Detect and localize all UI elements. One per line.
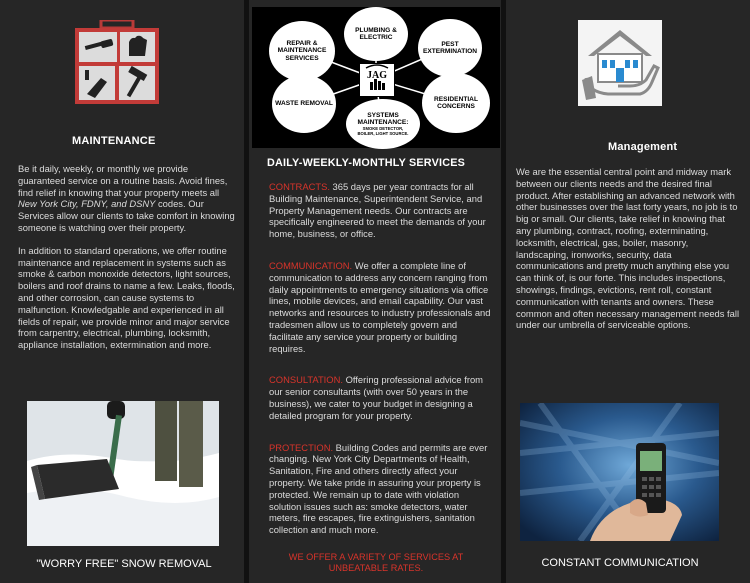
bubble-systems-maintenance [346, 99, 420, 149]
logo-text: JAG [367, 70, 387, 81]
bubble-waste-removal [272, 75, 336, 133]
communication-caption: CONSTANT COMMUNICATION [541, 557, 699, 569]
bubble-pest-extermination [418, 19, 482, 77]
bubble-repair-maintenance [269, 21, 335, 81]
bubble-label: PEST EXTERMINATION [422, 40, 478, 55]
snow-removal-caption: "WORRY FREE" SNOW REMOVAL [36, 558, 212, 570]
toolbox-icon [73, 20, 161, 106]
management-heading: Management [608, 141, 678, 153]
bubble-label: WASTE REMOVAL [275, 100, 333, 108]
company-logo [359, 63, 395, 97]
maintenance-paragraph-1-codes: New York City, FDNY, and DSNY [18, 198, 156, 210]
services-heading: DAILY-WEEKLY-MONTHLY SERVICES [267, 157, 465, 169]
consultation-label: CONSULTATION. [269, 374, 343, 386]
services-diagram [252, 7, 500, 148]
bubble-plumbing-electric [344, 7, 408, 61]
bubble-label: PLUMBING & ELECTRIC [355, 26, 397, 41]
protection-text: Building Codes and permits are ever changing. New York City Departments of Health, Sanitation, Fire and others directly affect your property. We take pride in assuring your property is protected. We remain up to date with violation solution issues such as: smoke detectors, water meters, fire escapes, fire extinguishers, sanitation collection and much more. [269, 441, 488, 536]
house-in-hand-icon [578, 20, 662, 106]
communication-photo [520, 403, 719, 541]
bubble-label: SYSTEMS MAINTENANCE: [357, 111, 409, 126]
bubble-label: REPAIR & MAINTENANCE SERVICES [277, 39, 327, 62]
consultation-text: Offering professional advice from our senior consultants (with over 50 years in the business), we cater to your budget in designing a detailed program for your property. [269, 374, 483, 421]
bubble-label: RESIDENTIAL CONCERNS [434, 95, 478, 110]
maintenance-paragraph-1b: codes. Our Services allow our clients to take comfort in knowing someone is watching over their property. [18, 198, 235, 233]
contracts-label: CONTRACTS. [269, 181, 330, 192]
offer-footer: WE OFFER A VARIETY OF SERVICES AT UNBEATABLE RATES. [288, 552, 464, 573]
maintenance-heading: MAINTENANCE [72, 135, 156, 147]
maintenance-paragraph-1a: Be it daily, weekly, or monthly we provide guaranteed service on a routine basis. Avoid fines, find relief in knowing that your property meets all [18, 163, 228, 198]
communication-label: COMMUNICATION. [269, 259, 353, 271]
bubble-residential-concerns [422, 73, 490, 133]
protection-label: PROTECTION. [269, 441, 334, 453]
services-text [269, 181, 493, 536]
communication-text: We offer a complete line of communication to address any concern ranging from daily appointments to emergency situations via office lines, mobile devices, and email capability. Our vast networks and resources to industry professionals and tradesmen allow us to completely govern and facilitate any service your property or building requires. [269, 259, 491, 354]
management-text [516, 166, 740, 342]
snow-removal-photo [27, 401, 219, 546]
management-paragraph: We are the essential central point and midway mark between our clients needs and the desired final product. After establishing an advanced network with other businesses over the last forty years, no job is to big or small. Our clients, take relief in knowing that any plumbing, contract, roofing, exterminating, locksmith, electrical, gas, boiler, masonry, landscaping, ironworks, security, data communications and pretty much anything else you can think of, is our forte. This includes inspections, showings, findings, evictions, rent roll, constant communication with tenants and owners. These common and often necessary management needs fall under our umbrella of serviceable options. [516, 166, 740, 331]
bubble-sublabel: SMOKE DETECTOR, BOILER, LIGHT SOURCE. [357, 126, 409, 137]
maintenance-text [18, 163, 238, 362]
contracts-text: 365 days per year contracts for all Building Maintenance, Superintendent Service, and Property Management needs. Our contracts are specifically engineered to meet the demands of your home, business, or office. [269, 181, 486, 240]
maintenance-paragraph-2: In addition to standard operations, we offer routine maintenance and replacement in systems such as smoke & carbon monoxide detectors, light sources, boilers and roof drains to name a few. Leaks, floods, and other corrosion, can cause systems to malfunction. Knowledgable and experienced in all fields of repair, we provide minor and major service from carpentry, electrical, plumbing, locksmith, appliance installation, extermination and more. [18, 244, 235, 351]
